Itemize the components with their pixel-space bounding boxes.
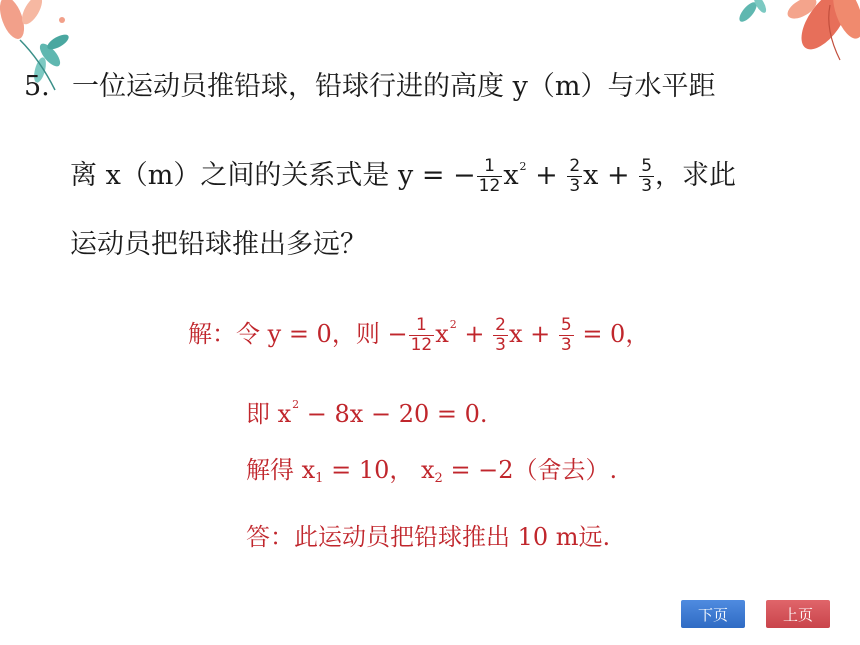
fraction-1-12: $\frac{1}{12}$	[478, 156, 501, 196]
plus-sign: +	[456, 320, 493, 348]
variable-x: x	[503, 160, 519, 191]
fraction-2-3: $\frac{2}{3}$	[569, 156, 581, 196]
problem-number: 5.	[24, 71, 50, 102]
exponent: 2	[519, 160, 527, 173]
solution-text-2: 即 x	[246, 400, 292, 428]
problem-line-1	[24, 70, 715, 104]
problem-line-3	[70, 228, 367, 262]
solution-line-4	[246, 521, 610, 553]
solution-text-3b: = 10， x	[323, 456, 435, 484]
answer-text: 答：此运动员把铅球推出 10 m远.	[246, 523, 611, 551]
subscript-2: 2	[434, 471, 443, 486]
fraction-5-3: $\frac{5}{3}$	[560, 315, 572, 355]
solution-text-1: 解：令 y = 0，则 −	[188, 320, 408, 348]
exponent: 2	[449, 318, 457, 331]
solution-line-2	[246, 389, 488, 430]
fraction-5-3: $\frac{5}{3}$	[641, 156, 653, 196]
previous-page-label: 上页	[782, 605, 813, 624]
next-page-label: 下页	[697, 605, 728, 624]
fraction-2-3: $\frac{2}{3}$	[495, 315, 506, 355]
solution-line-1	[188, 309, 649, 355]
floral-decoration-top-right	[730, 0, 860, 70]
problem-text-2: 离 x（m）之间的关系式是 y = −	[70, 160, 476, 191]
equation-rest: − 8x − 20 = 0.	[299, 400, 488, 428]
problem-text-3: 运动员把铅球推出多远？	[70, 229, 367, 260]
variable-x: x	[435, 320, 449, 348]
solution-text-3a: 解得 x	[246, 456, 316, 484]
subscript-1: 1	[315, 471, 324, 486]
plus-sign: +	[526, 160, 567, 191]
x-plus: x +	[508, 320, 558, 348]
solution-text-3c: = −2（舍去）.	[442, 456, 618, 484]
problem-text-1: 一位运动员推铅球，铅球行进的高度 y（m）与水平距	[72, 71, 716, 102]
solution-line-3	[246, 454, 617, 495]
exponent: 2	[292, 398, 300, 411]
next-page-button[interactable]	[681, 600, 745, 628]
fraction-1-12: $\frac{1}{12}$	[410, 315, 433, 355]
x-plus: x +	[583, 160, 639, 191]
equals-zero: = 0，	[574, 320, 650, 348]
problem-line-2	[70, 150, 736, 196]
problem-text-2-end: ，求此	[655, 160, 737, 191]
previous-page-button[interactable]	[766, 600, 830, 628]
